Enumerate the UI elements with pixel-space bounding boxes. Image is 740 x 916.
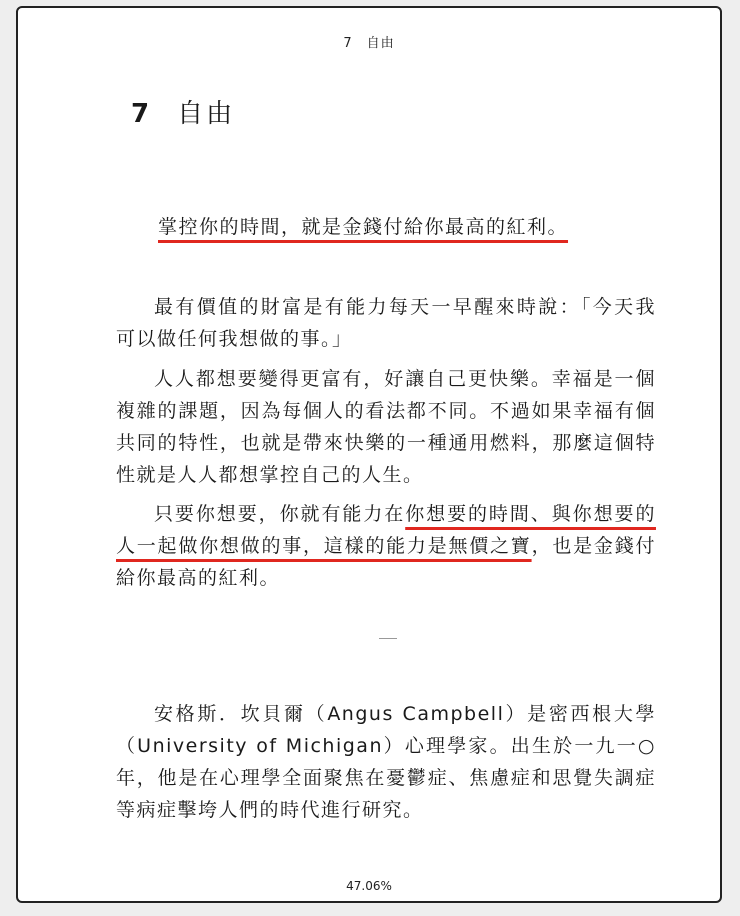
chapter-heading — [131, 96, 235, 132]
chapter-number: 7 — [131, 99, 150, 129]
paragraph-3 — [116, 498, 656, 594]
section-divider — [379, 638, 397, 639]
running-header: 7 自由 — [343, 36, 395, 51]
paragraph-2: 人人都想要變得更富有，好讓自己更快樂。幸福是一個複雜的課題，因為每個人的看法都不同。不過如果幸福有個共同的特性，也就是帶來快樂的一種通用燃料，那麼這個特性就是人人都想掌控自己的人生。 — [116, 368, 656, 486]
reading-progress: 47.06% — [346, 879, 392, 893]
bio-paragraph: 安格斯．坎貝爾（Angus Campbell）是密西根大學（University of Michigan）心理學家。出生於一九一○年，他是在心理學全面聚焦在憂鬱症、焦慮症和思覺失調症等病症擊垮人們的時代進行研究。 — [116, 703, 656, 821]
highlighted-quote[interactable]: 掌控你的時間，就是金錢付給你最高的紅利。 — [158, 216, 569, 238]
highlighted-passage[interactable]: 你想要的時間、與你想要的人一起做你想做的事，這樣的能力是無價之寶 — [116, 503, 656, 557]
reader-page — [16, 6, 722, 903]
epigraph-quote — [158, 211, 568, 243]
paragraph-3-tail: ，也是金錢付給你最高的紅利。 — [116, 535, 656, 589]
paragraph-1: 最有價值的財富是有能力每天一早醒來時說：「今天我可以做任何我想做的事。」 — [116, 296, 656, 350]
paragraph-3-lead: 只要你想要，你就有能力在 — [154, 503, 406, 525]
chapter-title: 自由 — [177, 99, 236, 129]
